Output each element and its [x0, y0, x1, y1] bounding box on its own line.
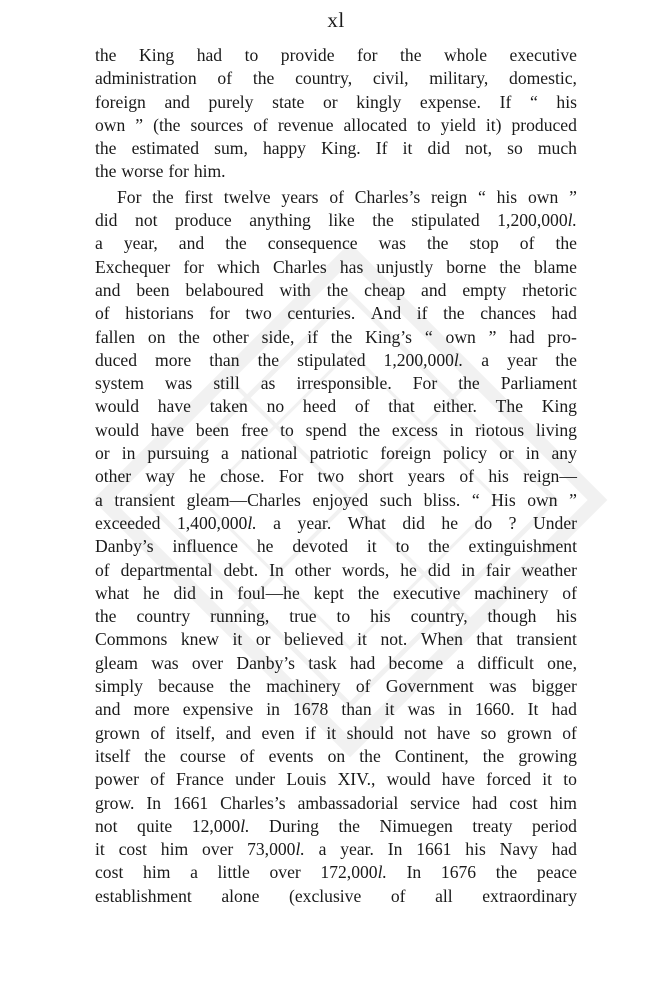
text-line: of historians for two centuries. And if the chances had — [95, 303, 577, 324]
text-line: did not produce anything like the stipulated 1,200,000l. — [95, 210, 577, 231]
text-line: establishment alone (exclusive of all extraordinary — [95, 885, 577, 906]
text-line: Exchequer for which Charles has unjustly borne the blame — [95, 256, 577, 277]
text-line: a transient gleam—Charles enjoyed such bliss. “ His own ” — [95, 489, 577, 510]
text-line: fallen on the other side, if the King’s “ own ” had pro- — [95, 326, 577, 347]
text-line: cost him a little over 172,000l. In 1676 the peace — [95, 862, 577, 883]
text-line: the estimated sum, happy King. If it did not, so much — [95, 138, 577, 159]
text-line: Danby’s influence he devoted it to the extinguishment — [95, 536, 577, 557]
text-line: foreign and purely state or kingly expense. If “ his — [95, 91, 577, 112]
text-line: own ” (the sources of revenue allocated to yield it) produced — [95, 114, 577, 135]
text-line: the King had to provide for the whole executive — [95, 45, 577, 65]
text-line: simply because the machinery of Government was bigger — [95, 676, 577, 697]
text-line: the country running, true to his country, though his — [95, 606, 577, 627]
text-line: grown of itself, and even if it should not have so grown of — [95, 722, 577, 743]
text-line: not quite 12,000l. During the Nimuegen treaty period — [95, 815, 577, 836]
text-line: it cost him over 73,000l. a year. In 1661 his Navy had — [95, 839, 577, 860]
text-line: and more expensive in 1678 than it was in 1660. It had — [95, 699, 577, 720]
text-line: of departmental debt. In other words, he did in fair weather — [95, 559, 577, 580]
text-line: or in pursuing a national patriotic foreign policy or in any — [95, 443, 577, 464]
text-line: exceeded 1,400,000l. a year. What did he do ? Under — [95, 512, 577, 533]
text-line: For the first twelve years of Charles’s reign “ his own ” — [117, 186, 577, 207]
text-line: duced more than the stipulated 1,200,000l. a year the — [95, 349, 577, 370]
page-number: xl — [327, 8, 345, 32]
text-line: would have taken no heed of that either. The King — [95, 396, 577, 417]
text-line: Commons knew it or believed it not. When that transient — [95, 629, 577, 650]
body-text — [95, 44, 577, 908]
paragraph — [95, 44, 577, 184]
text-line: would have been free to spend the excess in riotous living — [95, 419, 577, 440]
text-line: other way he chose. For two short years of his reign— — [95, 466, 577, 487]
text-line: administration of the country, civil, military, domestic, — [95, 68, 577, 89]
text-line: a year, and the consequence was the stop of the — [95, 233, 577, 254]
text-line: and been belaboured with the cheap and empty rhetoric — [95, 279, 577, 300]
text-line: what he did in foul—he kept the executive machinery of — [95, 582, 577, 603]
text-line: system was still as irresponsible. For the Parliament — [95, 373, 577, 394]
paragraph — [95, 186, 577, 908]
text-line: power of France under Louis XIV., would have forced it to — [95, 769, 577, 790]
text-line: gleam was over Danby’s task had become a difficult one, — [95, 652, 577, 673]
text-line: the worse for him. — [95, 161, 226, 182]
text-line: itself the course of events on the Continent, the growing — [95, 745, 577, 766]
text-line: grow. In 1661 Charles’s ambassadorial service had cost him — [95, 792, 577, 813]
